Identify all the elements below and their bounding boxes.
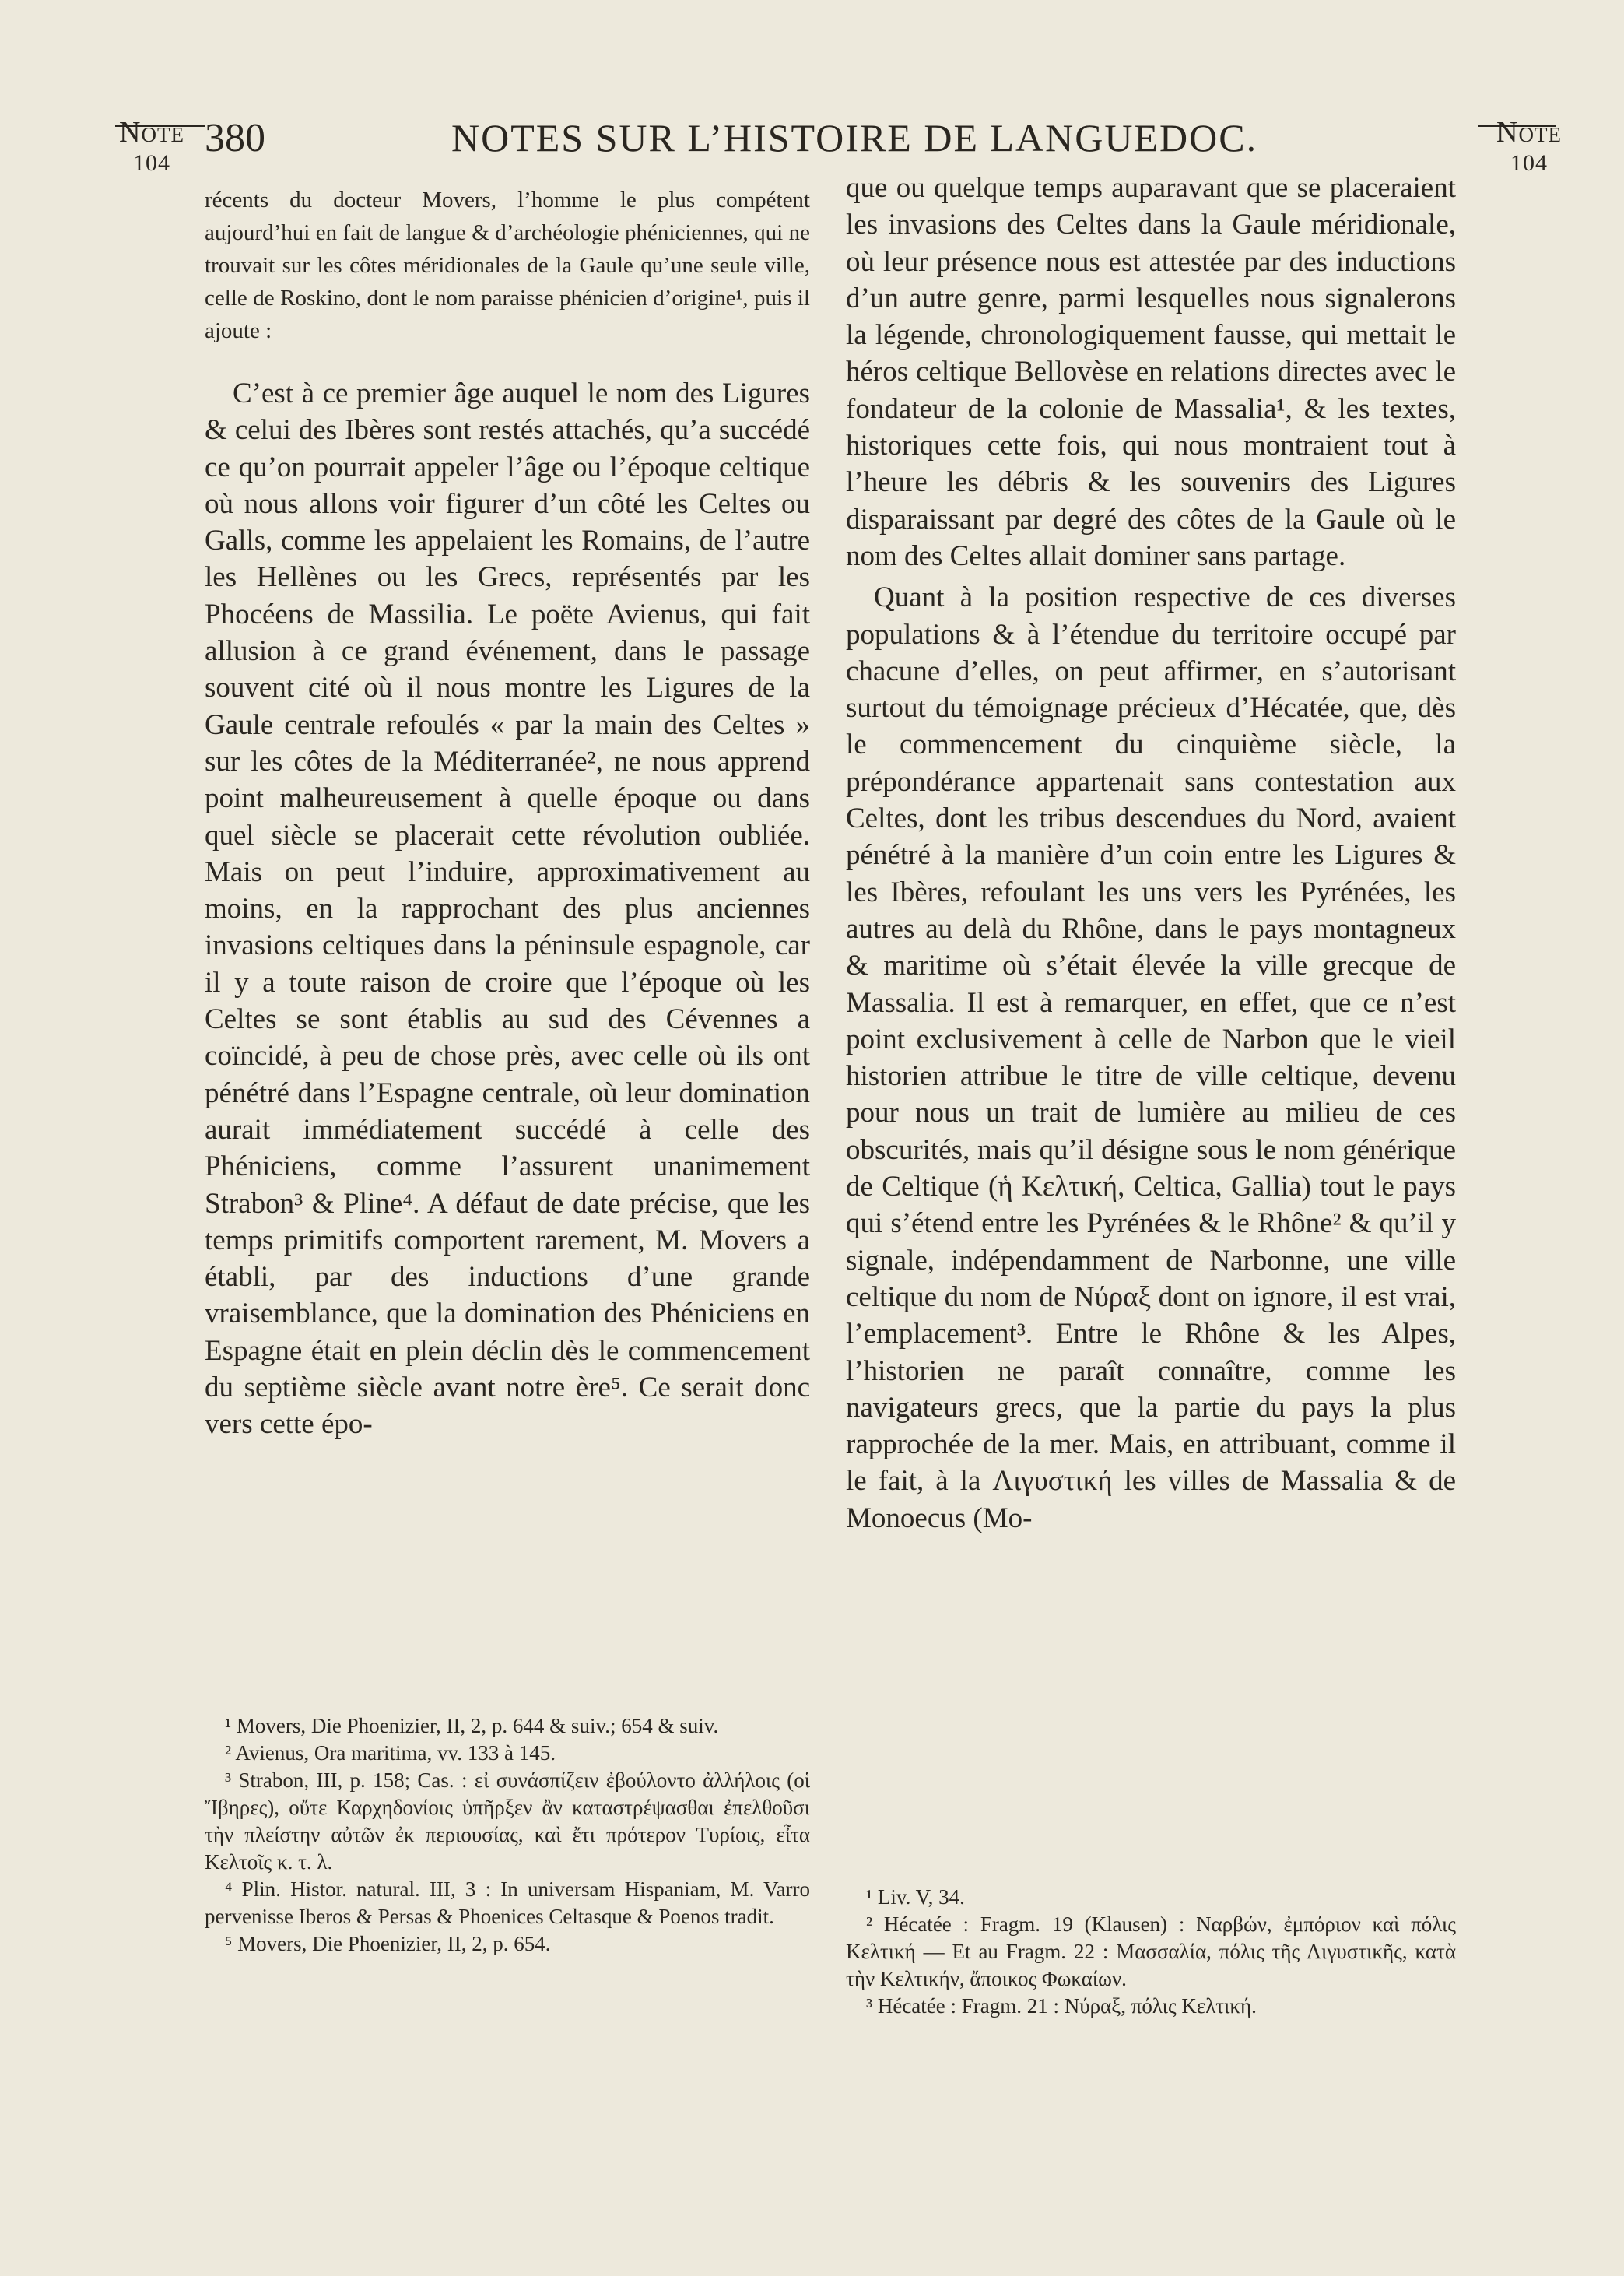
margin-note-right (1478, 117, 1580, 179)
footnote: ¹ Movers, Die Phoenizier, II, 2, p. 644 & suiv.; 654 & suiv. (225, 1714, 719, 1737)
footnote: ¹ Liv. V, 34. (866, 1885, 965, 1909)
note-label: Note (119, 116, 184, 149)
left-column (205, 184, 810, 1443)
footnote: ² Hécatée : Fragm. 19 (Klausen) : Ναρβών, ἐμπόριον καὶ πόλις Κελτική — Et au Fragm. 22 : Μασσαλία, πόλις τῆς Λιγυστικῆς, κατὰ τὴν Κελτικήν, ἄποικος Φωκαίων. (846, 1912, 1456, 1990)
margin-note-left (101, 117, 202, 179)
footnote: ² Avienus, Ora maritima, vv. 133 à 145. (225, 1741, 556, 1765)
footnotes-right (846, 1884, 1456, 2020)
footnotes-left (205, 1712, 810, 1958)
footnote: ³ Strabon, III, p. 158; Cas. : εἰ συνάσπίζειν ἐβούλοντο ἀλλήλοις (οἱ Ἴβηρες), οὔτε Καρχηδονίοις ὑπῆρξεν ἂν καταστρέψασθαι ἐπελθοῦσι τὴν πλείστην αὐτῶν ἐκ περιουσίας, καὶ ἔτι πρότερον Τυρίοις, εἶτα Κελτοῖς κ. τ. λ. (205, 1768, 810, 1874)
page-number: 380 (205, 116, 265, 160)
body-paragraph: C’est à ce premier âge auquel le nom des Ligures & celui des Ibères sont restés attachés, qu’a succédé ce qu’on pourrait appeler l’âge ou l’époque celtique où nous allons voir figurer d’un côté les Celtes ou Galls, comme les appelaient les Romains, de l’autre les Hellènes ou les Grecs, représentés par les Phocéens de Massilia. Le poëte Avienus, qui fait allusion à ce grand événement, dans le passage souvent cité où il nous montre les Ligures de la Gaule centrale refoulés « par la main des Celtes » sur les côtes de la Méditerranée², ne nous apprend point malheureusement à quelle époque ou dans quel siècle se placerait cette révolution oubliée. Mais on peut l’induire, approximativement au moins, en la rapprochant des plus anciennes invasions celtiques dans la péninsule espagnole, car il y a toute raison de croire que l’époque où les Celtes se sont établis au sud des Cévennes a coïncidé, à peu de chose près, avec celle où ils ont pénétré dans l’Espagne centrale, où leur domination aurait immédiatement succédé à celle des Phéniciens, comme l’assurent unanimement Strabon³ & Pline⁴. A défaut de date précise, que les temps primitifs comportent rarement, M. Movers a établi, par des inductions d’une grande vraisemblance, que la domination des Phéniciens en Espagne était en plein déclin dès le commencement du septième siècle avant notre ère⁵. Ce serait donc vers cette épo- (205, 378, 810, 1441)
note-number: 104 (1510, 150, 1548, 176)
running-title: NOTES SUR L’HISTOIRE DE LANGUEDOC. (451, 116, 1258, 160)
footnote: ⁴ Plin. Histor. natural. III, 3 : In universam Hispaniam, M. Varro pervenisse Iberos & Persas & Phoenices Celtasque & Poenos tradit. (205, 1877, 810, 1928)
body-paragraph: Quant à la position respective de ces diverses populations & à l’étendue du territoire occupé par chacune d’elles, on peut affirmer, en s’autorisant surtout du témoignage précieux d’Hécatée, que, dès le commencement du cinquième siècle, la prépondérance appartenait sans contestation aux Celtes, dont les tribus descendues du Nord, avaient pénétré à la manière d’un coin entre les Ligures & les Ibères, refoulant les uns vers les Pyrénées, les autres au delà du Rhône, dans le pays montagneux & maritime où s’était élevée la ville grecque de Massalia. Il est à remarquer, en effet, que ce n’est point exclusivement à celle de Narbon que le vieil historien attribue le titre de ville celtique, devenu pour nous un trait de lumière au milieu de ces obscurités, mais qu’il désigne sous le nom générique de Celtique (ἡ Κελτική, Celtica, Gallia) tout le pays qui s’étend entre les Pyrénées & le Rhône² & qu’il y signale, indépendamment de Narbonne, une ville celtique du nom de Νύραξ dont on ignore, il est vrai, l’emplacement³. Entre le Rhône & les Alpes, l’historien ne paraît connaître, comme les navigateurs grecs, que la partie du pays la plus rapprochée de la mer. Mais, en attribuant, comme il le fait, à la Λιγυστική les villes de Massalia & de Monoecus (Mo- (846, 581, 1456, 1534)
note-label: Note (1496, 116, 1562, 149)
note-number: 104 (133, 150, 170, 176)
footnote: ³ Hécatée : Fragm. 21 : Νύραξ, πόλις Κελτική. (866, 1994, 1257, 2018)
footnote: ⁵ Movers, Die Phoenizier, II, 2, p. 654. (225, 1932, 551, 1955)
quoted-text: récents du docteur Movers, l’homme le plus compétent aujourd’hui en fait de langue & d’archéologie phéniciennes, qui ne trouvait sur les côtes méridionales de la Gaule qu’une seule ville, celle de Roskino, dont le nom paraisse phénicien d’origine¹, puis il ajoute : (205, 188, 810, 343)
body-paragraph: que ou quelque temps auparavant que se placeraient les invasions des Celtes dans la Gaule méridionale, où leur présence nous est attestée par des inductions d’un autre genre, parmi lesquelles nous signalerons la légende, chronologiquement fausse, qui mettait le héros celtique Bellovèse en relations directes avec le fondateur de la colonie de Massalia¹, & les textes, historiques cette fois, qui nous montraient tout à l’heure les débris & les souvenirs des Ligures disparaissant par degré des côtes de la Gaule où le nom des Celtes allait dominer sans partage. (846, 172, 1456, 572)
right-column (846, 170, 1456, 1537)
